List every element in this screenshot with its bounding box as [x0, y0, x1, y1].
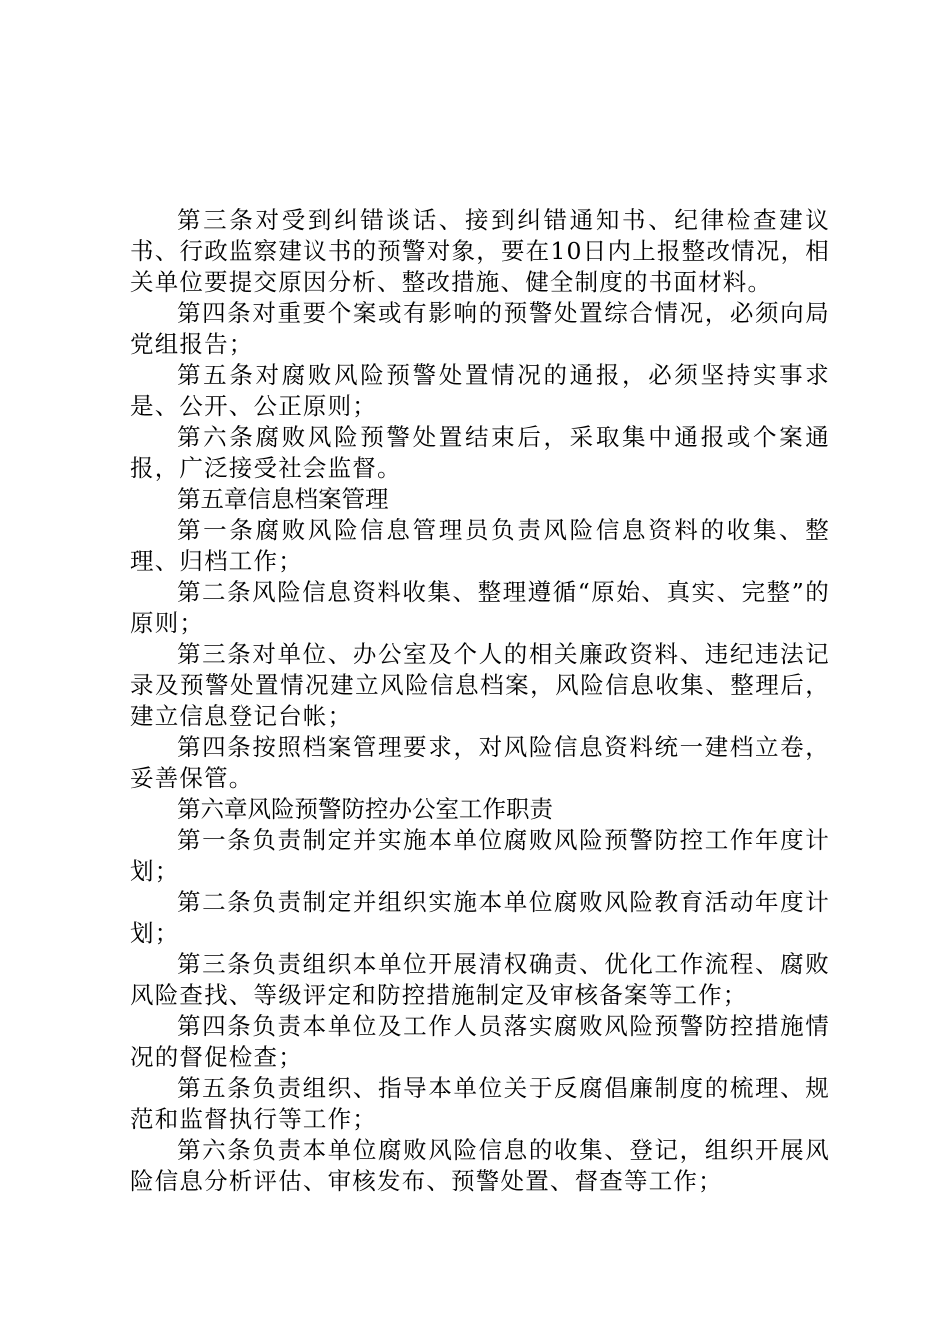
paragraph-ch6-article-5: 第五条负责组织、指导本单位关于反腐倡廉制度的梳理、规范和监督执行等工作； [130, 1074, 830, 1133]
paragraph-ch6-article-6: 第六条负责本单位腐败风险信息的收集、登记，组织开展风险信息分析评估、审核发布、预警处置、督查等工作； [130, 1136, 830, 1195]
chapter-6-heading: 第六章风险预警防控办公室工作职责 [177, 795, 553, 823]
paragraph-article-5: 第五条对腐败风险预警处置情况的通报，必须坚持实事求是、公开、公正原则； [130, 361, 830, 420]
paragraph-ch6-article-4: 第四条负责本单位及工作人员落实腐败风险预警防控措施情况的督促检查； [130, 1012, 830, 1071]
paragraph-ch6-article-1: 第一条负责制定并实施本单位腐败风险预警防控工作年度计划； [130, 826, 830, 885]
paragraph-article-3: 第三条对受到纠错谈话、接到纠错通知书、纪律检查建议书、行政监察建议书的预警对象，要在10日内上报整改情况，相关单位要提交原因分析、整改措施、健全制度的书面材料。 [130, 206, 830, 296]
document-body [130, 205, 830, 1197]
paragraph-ch5-article-2: 第二条风险信息资料收集、整理遵循“原始、真实、完整”的原则； [130, 578, 830, 637]
paragraph-ch5-article-1: 第一条腐败风险信息管理员负责风险信息资料的收集、整理、归档工作； [130, 516, 830, 575]
paragraph-ch6-article-3: 第三条负责组织本单位开展清权确责、优化工作流程、腐败风险查找、等级评定和防控措施制定及审核备案等工作； [130, 950, 830, 1009]
paragraph-ch6-article-2: 第二条负责制定并组织实施本单位腐败风险教育活动年度计划； [130, 888, 830, 947]
paragraph-ch5-article-3: 第三条对单位、办公室及个人的相关廉政资料、违纪违法记录及预警处置情况建立风险信息档案，风险信息收集、整理后，建立信息登记台帐； [130, 640, 830, 730]
paragraph-ch5-article-4: 第四条按照档案管理要求，对风险信息资料统一建档立卷，妥善保管。 [130, 733, 830, 792]
chapter-5-heading: 第五章信息档案管理 [177, 485, 389, 513]
paragraph-article-6: 第六条腐败风险预警处置结束后，采取集中通报或个案通报，广泛接受社会监督。 [130, 423, 830, 482]
paragraph-article-4: 第四条对重要个案或有影响的预警处置综合情况，必须向局党组报告； [130, 299, 830, 358]
